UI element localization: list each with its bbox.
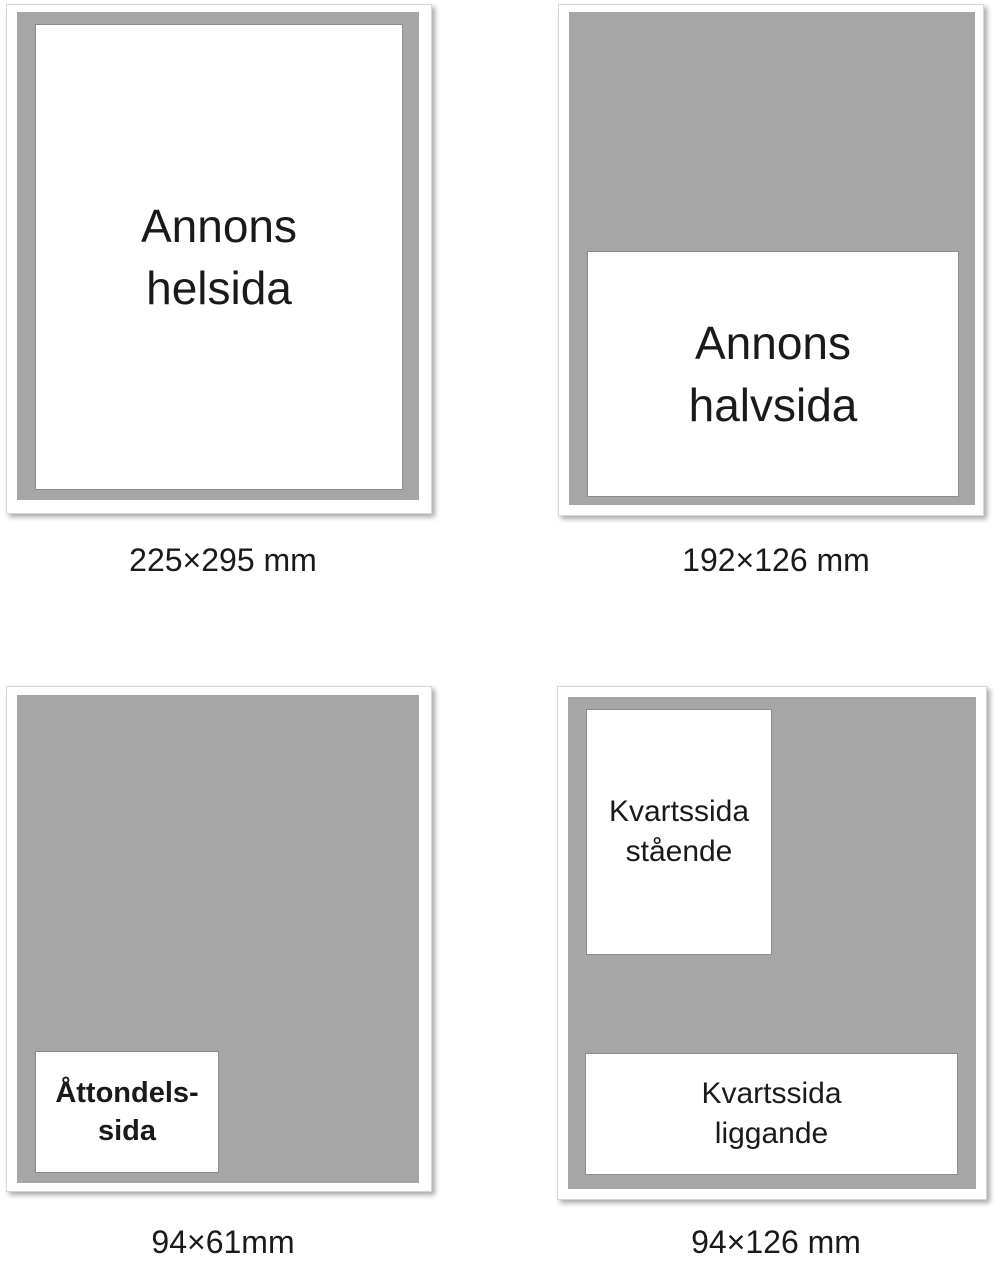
ad-label-line-1: Annons (140, 200, 297, 252)
ad-halfpage (587, 251, 959, 497)
ad-label-line-2: liggande (714, 1117, 829, 1150)
page-frame-quarterpage (557, 686, 987, 1200)
ad-quarterpage-lying (585, 1053, 958, 1175)
ad-label-line-1: Åttondels- (55, 1077, 199, 1109)
size-label-halfpage: 192×126 mm (682, 542, 870, 578)
page-frame-fullpage (6, 4, 432, 514)
ad-label-line-2: stående (625, 835, 733, 868)
ad-quarterpage-standing (586, 709, 772, 955)
ad-label-line-1: Kvartssida (608, 795, 750, 828)
magazine-page (568, 697, 976, 1189)
page-frame-halfpage (558, 4, 984, 516)
size-label-quarterpage: 94×126 mm (691, 1224, 861, 1260)
magazine-page (17, 695, 419, 1183)
size-label-fullpage: 225×295 mm (129, 542, 317, 578)
ad-eighthpage (35, 1051, 219, 1173)
ad-label-line-2: sida (97, 1115, 157, 1147)
magazine-page (569, 12, 975, 505)
ad-fullpage (35, 24, 403, 490)
ad-label-line-2: halvsida (688, 379, 858, 431)
magazine-page (17, 12, 419, 500)
ad-label-line-1: Annons (694, 317, 851, 369)
page-frame-eighthpage (6, 686, 432, 1192)
ad-label-line-2: helsida (146, 262, 292, 314)
size-label-eighthpage: 94×61mm (151, 1224, 295, 1260)
ad-label-line-1: Kvartssida (701, 1077, 842, 1110)
